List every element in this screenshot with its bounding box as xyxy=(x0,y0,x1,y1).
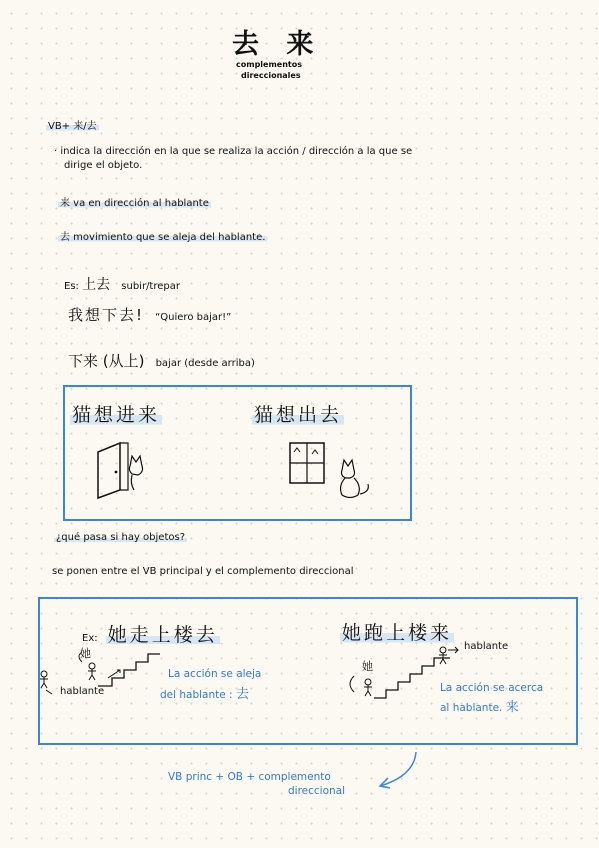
example-prefix: Es: xyxy=(64,281,79,292)
left-prefix: Ex: xyxy=(82,633,98,644)
door-with-cat-illustration xyxy=(90,440,160,505)
left-note-text: del hablante : xyxy=(160,689,233,701)
sentence-1-chinese: 我想下去! xyxy=(68,306,145,324)
right-note-text: al hablante. xyxy=(440,702,503,714)
example-word: 上去 xyxy=(82,277,111,293)
formula: VB+ 来/去 xyxy=(46,117,99,132)
bullet-line-1: · indica la dirección en la que se realiza la acción / dirección a la que se xyxy=(54,146,413,157)
right-note-line-1: La acción se acerca xyxy=(440,682,544,694)
sentence-2 xyxy=(68,350,255,371)
left-note-line-1: La acción se aleja xyxy=(168,668,262,680)
left-hablante-label: hablante xyxy=(60,686,105,697)
right-sentence: 她跑上楼来 xyxy=(340,618,454,645)
left-note-line-2 xyxy=(160,683,249,702)
example-meaning: subir/trepar xyxy=(121,281,180,292)
qu-note: 去 movimiento que se aleja del hablante. xyxy=(58,228,267,243)
bullet-line-2: dirige el objeto. xyxy=(64,160,143,171)
left-small-ta: 她 xyxy=(80,647,91,660)
right-hablante-label: hablante xyxy=(464,641,509,652)
sentence-1 xyxy=(68,304,231,325)
sentence-2-chinese: 下来 (从上) xyxy=(68,352,145,370)
cat-exit-caption: 猫想出去 xyxy=(252,400,344,427)
right-small-ta: 她 xyxy=(362,660,373,673)
subtitle-line-1: complementos xyxy=(236,60,303,69)
question: ¿qué pasa si hay objetos? xyxy=(56,532,185,543)
cat-enter-caption: 猫想进来 xyxy=(70,400,162,427)
sentence-1-translation: “Quiero bajar!” xyxy=(155,312,232,323)
curved-arrow-icon xyxy=(372,750,422,792)
right-note-line-2 xyxy=(440,696,519,715)
window-with-cat-illustration xyxy=(288,440,378,502)
example-line xyxy=(64,274,180,294)
right-note-char: 来 xyxy=(505,700,519,715)
left-sentence-line xyxy=(82,620,220,647)
subtitle-line-2: direccionales xyxy=(241,71,301,80)
left-note-char: 去 xyxy=(235,687,249,702)
answer: se ponen entre el VB principal y el complemento direccional xyxy=(52,566,354,577)
left-sentence: 她走上楼去 xyxy=(107,624,218,646)
footer-line-1: VB princ + OB + complemento xyxy=(168,771,331,783)
footer-line-2: direccional xyxy=(288,785,346,797)
page-title: 去 来 xyxy=(232,29,323,60)
sentence-2-translation: bajar (desde arriba) xyxy=(155,358,255,369)
lai-note: 来 va en dirección al hablante xyxy=(58,194,211,209)
